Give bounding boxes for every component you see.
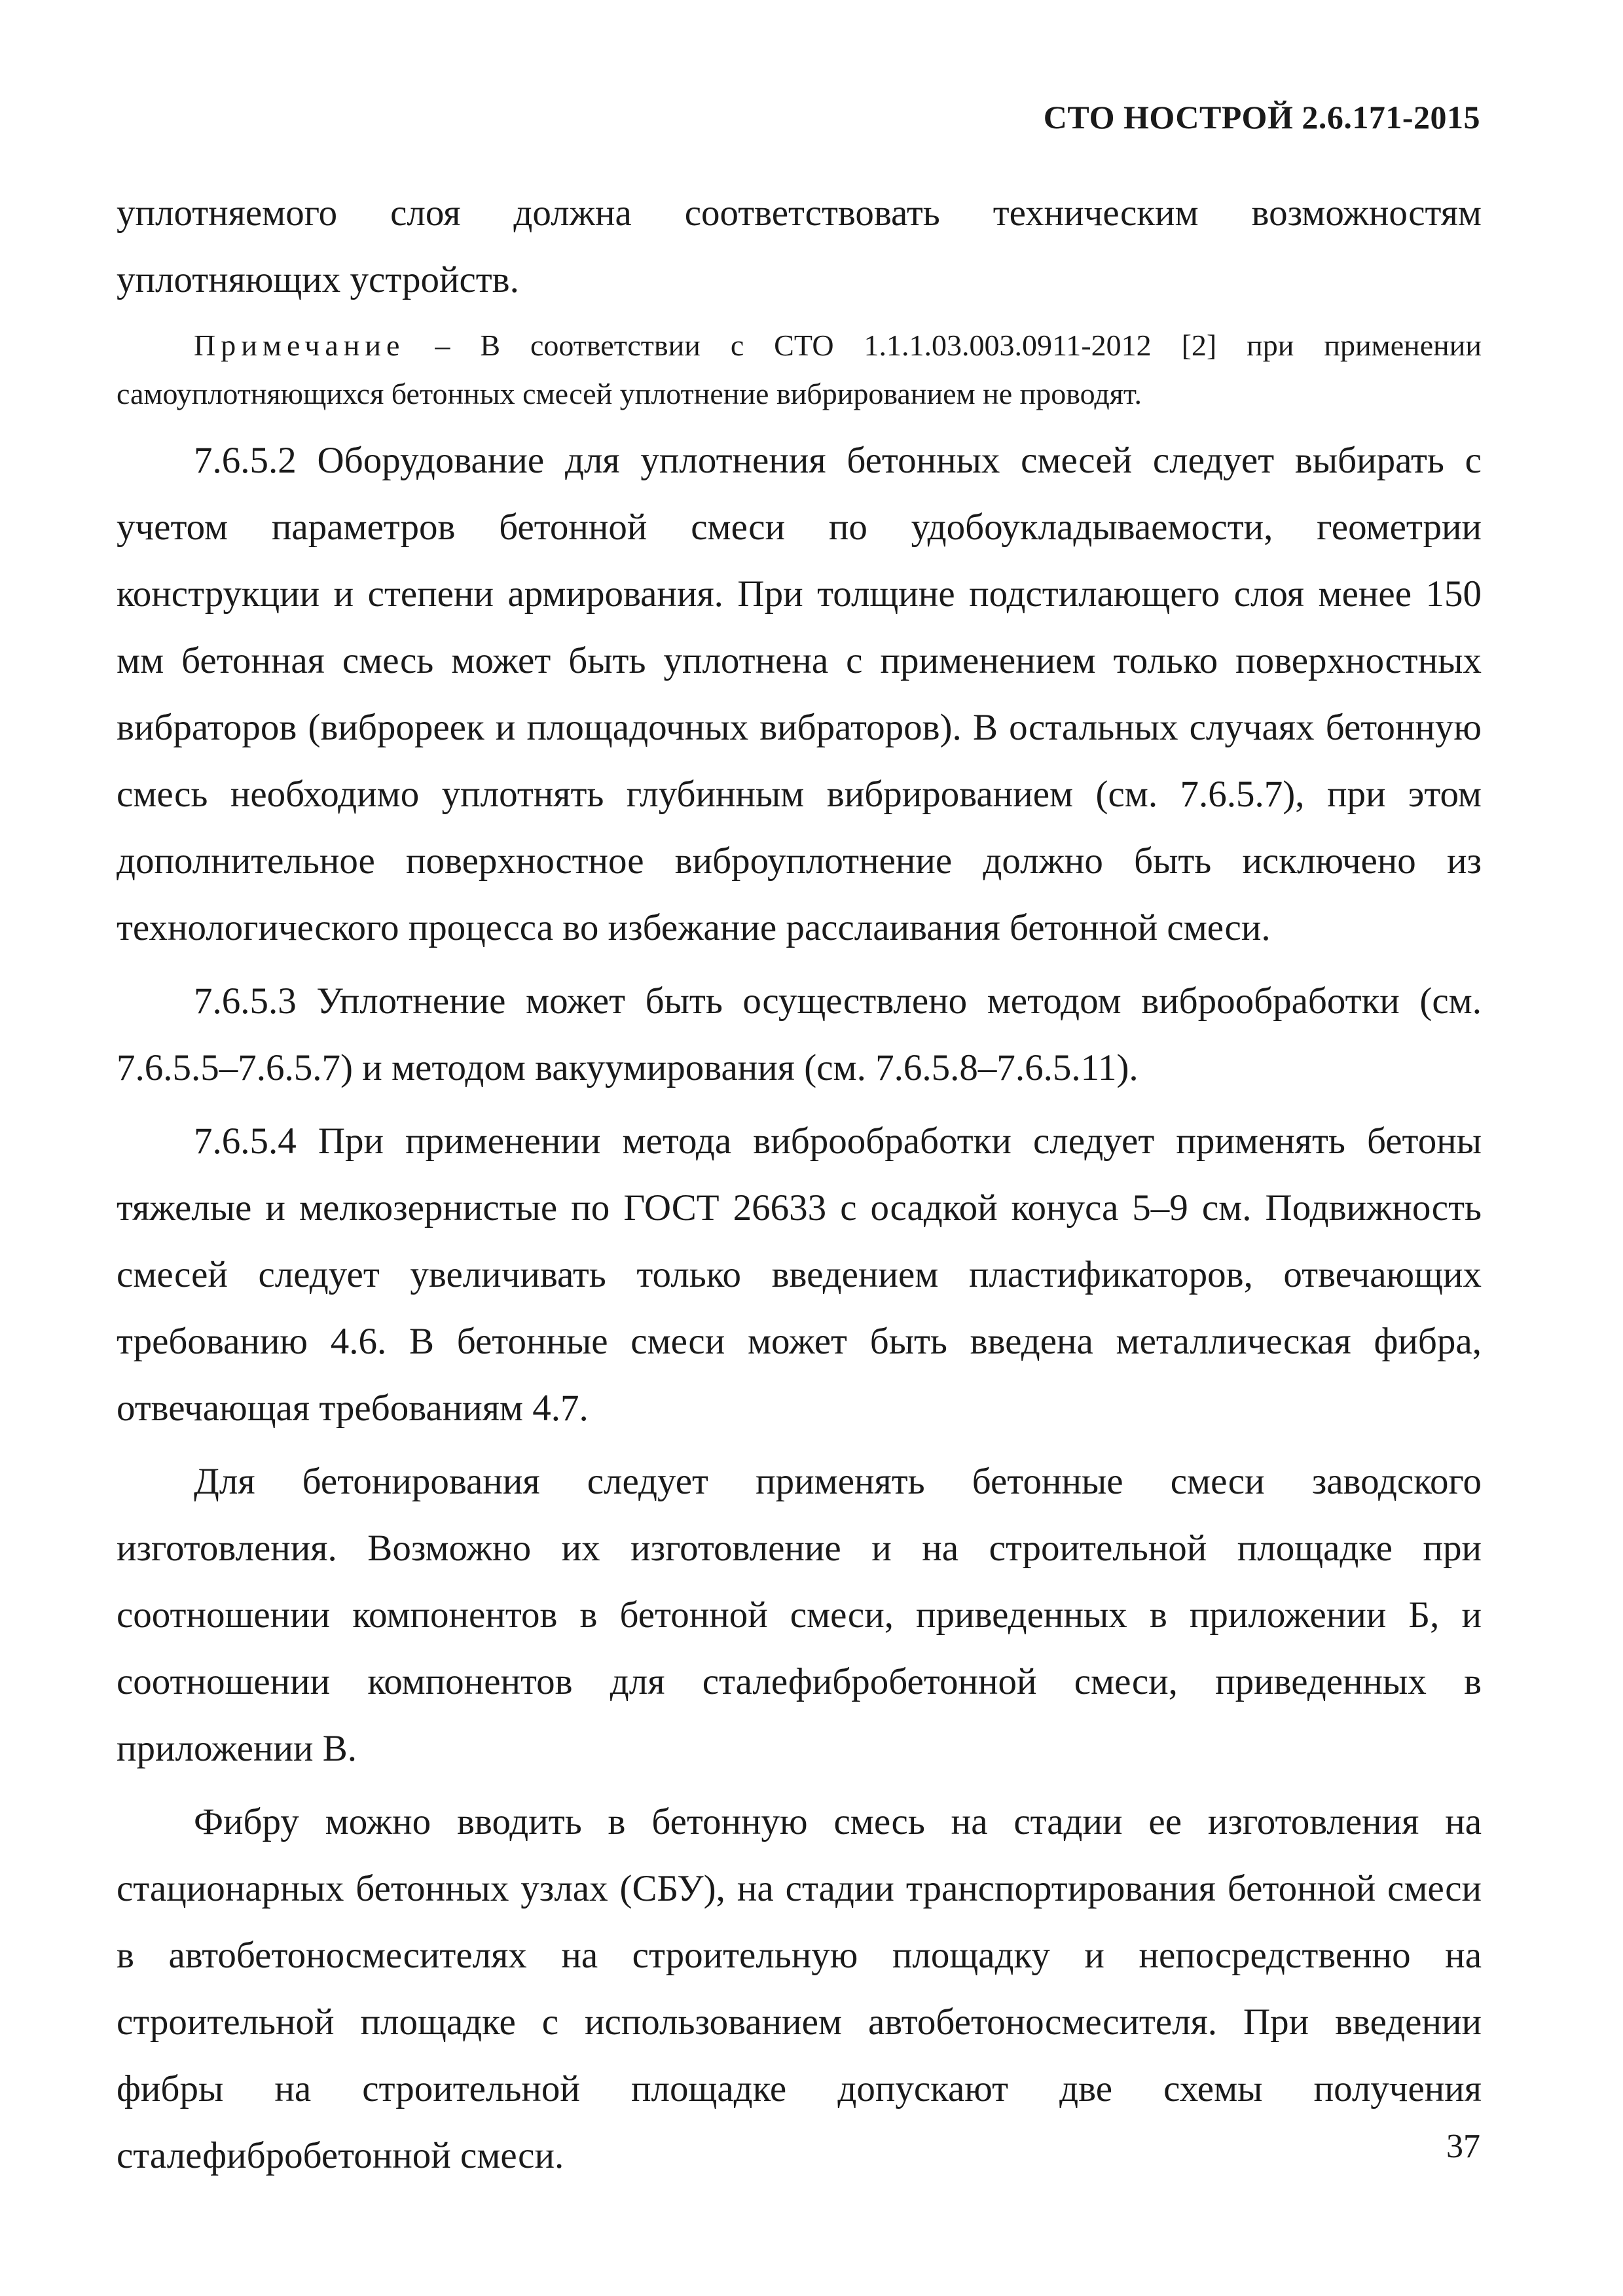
document-header-title: СТО НОСТРОЙ 2.6.171-2015 — [1043, 99, 1480, 135]
paragraph-concreting: Для бетонирования следует применять бетонные смеси заводского изготовления. Возможно их изготовление и на строительной площадке при соотношении компонентов в бетонной смеси, приведенных в приложении Б, и соотношении компонентов для сталефибробетонной смеси, приведенных в приложении В. — [117, 1461, 1482, 1769]
page-number: 37 — [1446, 2128, 1480, 2165]
paragraph-gap — [117, 961, 1482, 968]
paragraph-fiber: Фибру можно вводить в бетонную смесь на стадии ее изготовления на стационарных бетонных узлах (СБУ), на стадии транспортирования бетонной смеси в автобетоносмесителях на строительную площадку и непосредственно на строительной площадке с использованием автобетоносмесителя. При введении фибры на строительной площадке допускают две схемы получения сталефибробетонной смеси. — [117, 1801, 1482, 2176]
paragraph-7-6-5-3: 7.6.5.3 Уплотнение может быть осуществлено методом виброобработки (см. 7.6.5.5–7.6.5.7) и методом вакуумирования (см. 7.6.5.8–7.6.5.11). — [117, 980, 1482, 1088]
note-block — [117, 321, 1482, 418]
paragraph-gap — [117, 1442, 1482, 1448]
note-label: Примечание — [194, 329, 405, 362]
paragraph-gap — [117, 1102, 1482, 1108]
paragraph-continuation: уплотняемого слоя должна соответствовать техническим возможностям уплотняющих устройств. — [117, 192, 1482, 300]
paragraph-7-6-5-4: 7.6.5.4 При применении метода виброобработки следует применять бетоны тяжелые и мелкозернистые по ГОСТ 26633 с осадкой конуса 5–9 см. Подвижность смесей следует увеличивать только введением пластификаторов, отвечающих требованию 4.6. В бетонные смеси может быть введена металлическая фибра, отвечающая требованиям 4.7. — [117, 1121, 1482, 1429]
paragraph-gap — [117, 1782, 1482, 1789]
note-text: – В соответствии с СТО 1.1.1.03.003.0911-2012 [2] при применении самоуплотняющихся бетонных смесей уплотнение вибрированием не проводят. — [117, 329, 1482, 410]
paragraph-7-6-5-2: 7.6.5.2 Оборудование для уплотнения бетонных смесей следует выбирать с учетом параметров бетонной смеси по удобоукладываемости, геометрии конструкции и степени армирования. При толщине подстилающего слоя менее 150 мм бетонная смесь может быть уплотнена с применением только поверхностных вибраторов (виброреек и площадочных вибраторов). В остальных случаях бетонную смесь необходимо уплотнять глубинным вибрированием (см. 7.6.5.7), при этом дополнительное поверхностное виброуплотнение должно быть исключено из технологического процесса во избежание расслаивания бетонной смеси. — [117, 440, 1482, 948]
document-body — [117, 180, 1482, 2189]
